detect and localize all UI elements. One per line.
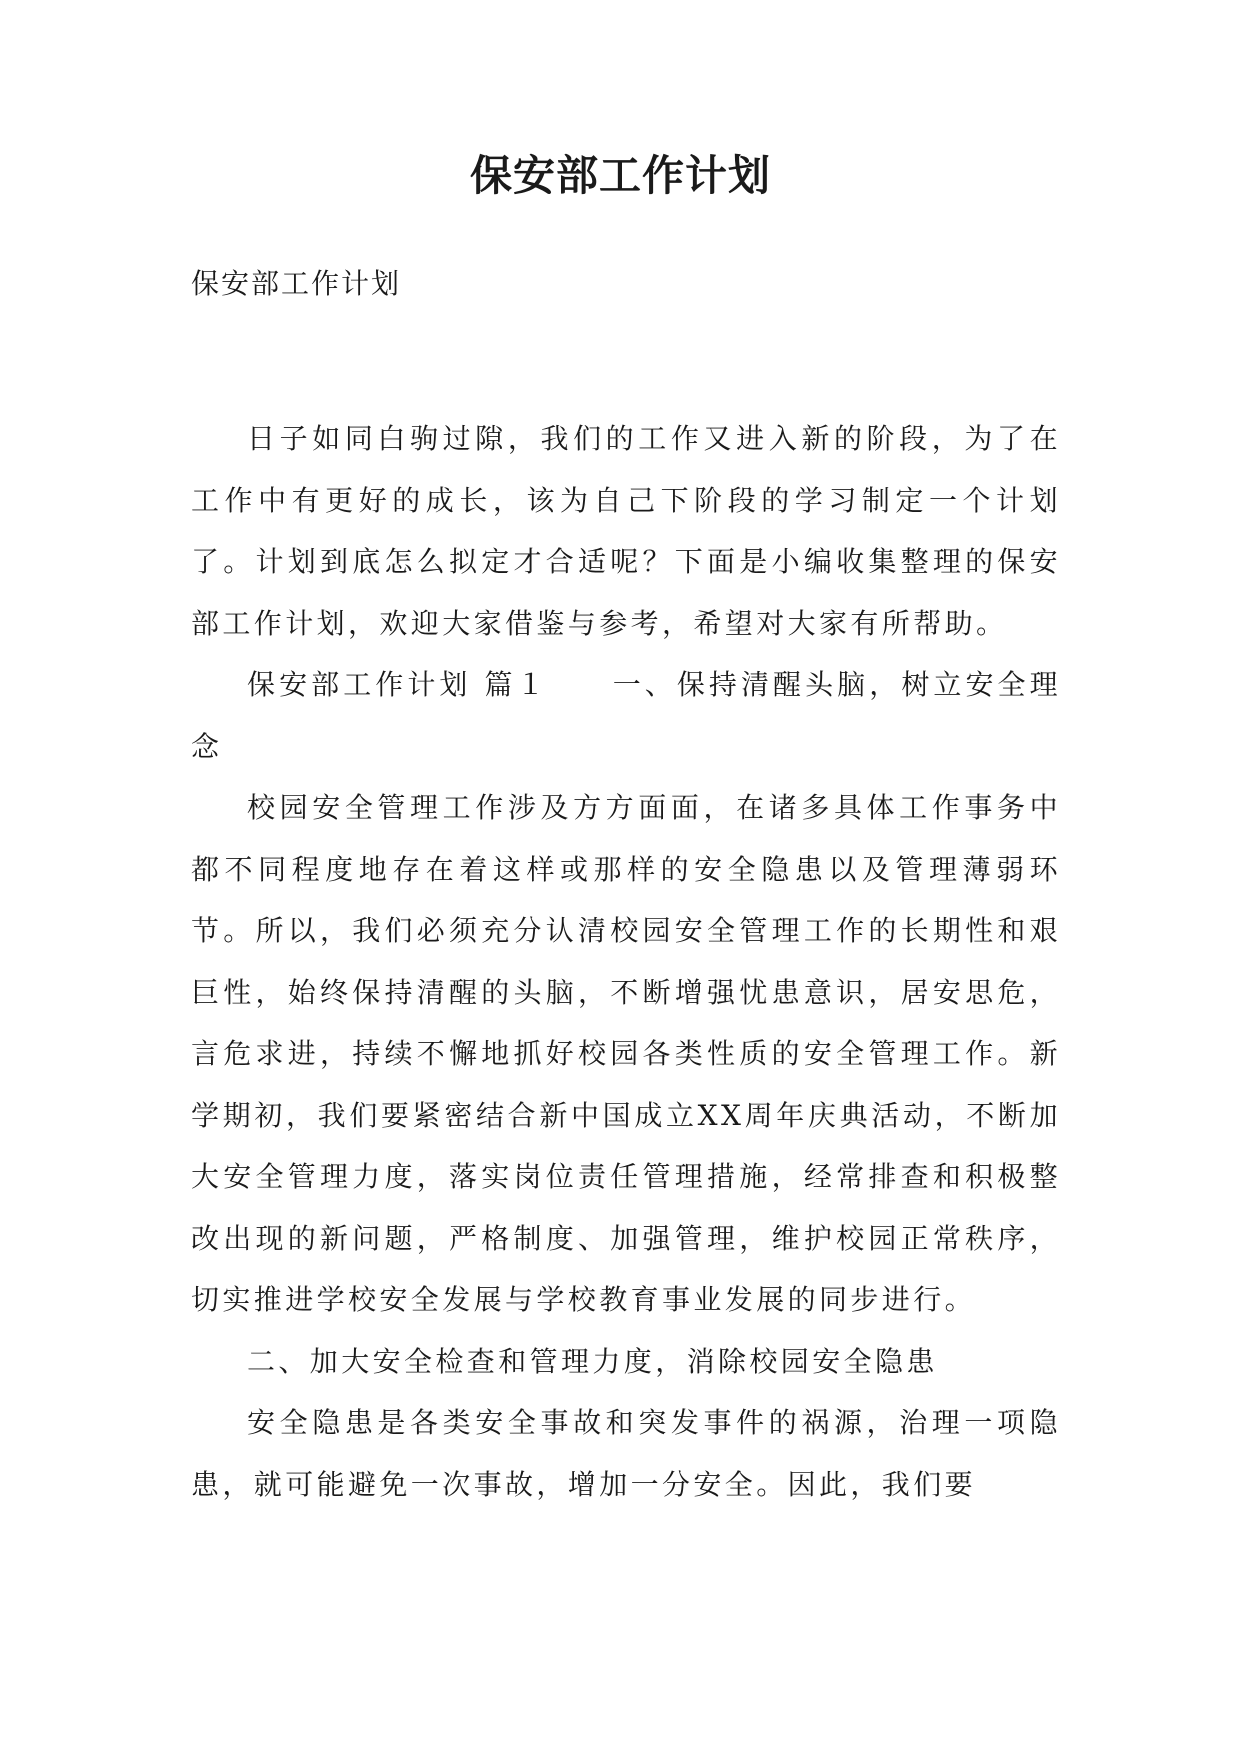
document-body <box>191 408 1061 1515</box>
paragraph-section-heading-1: 保安部工作计划 篇１ 一、保持清醒头脑，树立安全理念 <box>191 668 1061 763</box>
document-subtitle: 保安部工作计划 <box>191 267 402 300</box>
paragraph-section-heading-2: 二、加大安全检查和管理力度，消除校园安全隐患 <box>247 1344 938 1378</box>
paragraph-intro: 日子如同白驹过隙，我们的工作又进入新的阶段，为了在工作中有更好的成长，该为自己下阶段的学习制定一个计划了。计划到底怎么拟定才合适呢？下面是小编收集整理的保安部工作计划，欢迎大家借鉴与参考，希望对大家有所帮助。 <box>191 422 1061 640</box>
document-title: 保安部工作计划 <box>469 151 771 200</box>
paragraph-section-1-body: 校园安全管理工作涉及方方面面，在诸多具体工作事务中都不同程度地存在着这样或那样的安全隐患以及管理薄弱环节。所以，我们必须充分认清校园安全管理工作的长期性和艰巨性，始终保持清醒的头脑，不断增强忧患意识，居安思危，言危求进，持续不懈地抓好校园各类性质的安全管理工作。新学期初，我们要紧密结合新中国成立XX周年庆典活动，不断加大安全管理力度，落实岗位责任管理措施，经常排查和积极整改出现的新问题，严格制度、加强管理，维护校园正常秩序，切实推进学校安全发展与学校教育事业发展的同步进行。 <box>191 791 1061 1316</box>
paragraph-section-2-body: 安全隐患是各类安全事故和突发事件的祸源，治理一项隐患，就可能避免一次事故，增加一分安全。因此，我们要 <box>191 1406 1061 1501</box>
